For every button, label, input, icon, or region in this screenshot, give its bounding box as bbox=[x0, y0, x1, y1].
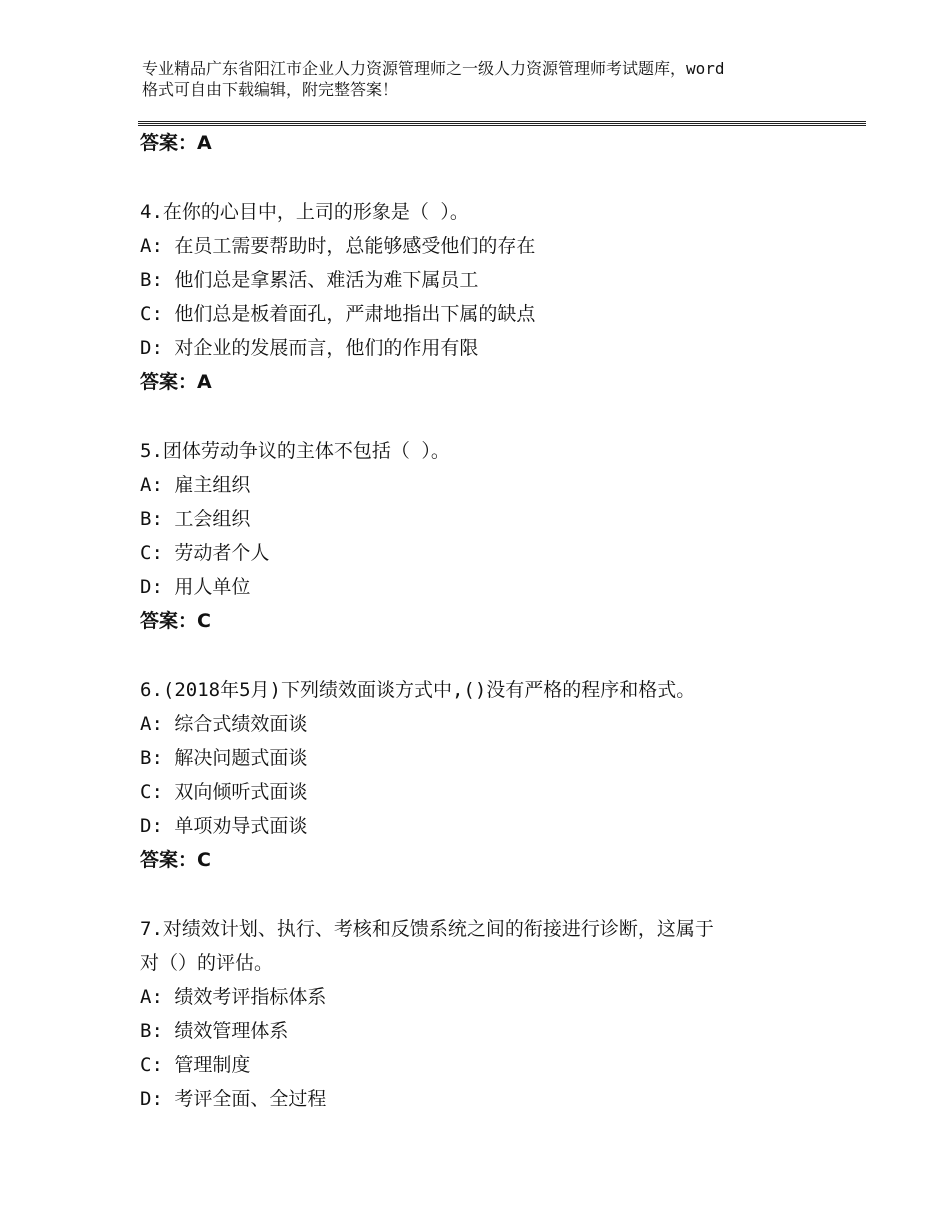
question-6-option-c: C: 双向倾听式面谈 bbox=[140, 781, 308, 803]
question-6-option-b: B: 解决问题式面谈 bbox=[140, 747, 308, 769]
question-4-option-c: C: 他们总是板着面孔，严肃地指出下属的缺点 bbox=[140, 303, 536, 325]
question-6-stem: 6.(2018年5月)下列绩效面谈方式中,()没有严格的程序和格式。 bbox=[140, 679, 696, 701]
question-5-option-a: A: 雇主组织 bbox=[140, 474, 251, 496]
question-7-option-a: A: 绩效考评指标体系 bbox=[140, 986, 327, 1008]
question-5-option-c: C: 劳动者个人 bbox=[140, 542, 270, 564]
question-5-option-b: B: 工会组织 bbox=[140, 508, 251, 530]
document-header bbox=[142, 58, 842, 100]
header-title-line-1: 专业精品广东省阳江市企业人力资源管理师之一级人力资源管理师考试题库，word bbox=[142, 59, 725, 78]
question-4-option-a: A: 在员工需要帮助时，总能够感受他们的存在 bbox=[140, 235, 536, 257]
question-7-option-b: B: 绩效管理体系 bbox=[140, 1020, 289, 1042]
question-4-answer: 答案：A bbox=[140, 371, 212, 393]
question-7-option-d: D: 考评全面、全过程 bbox=[140, 1088, 327, 1110]
header-divider bbox=[138, 121, 866, 124]
question-4-option-d: D: 对企业的发展而言，他们的作用有限 bbox=[140, 337, 479, 359]
question-6-option-d: D: 单项劝导式面谈 bbox=[140, 815, 308, 837]
question-5-stem: 5.团体劳动争议的主体不包括（ ）。 bbox=[140, 440, 450, 462]
question-7-stem-line-2: 对（）的评估。 bbox=[140, 952, 274, 974]
question-5-answer: 答案：C bbox=[140, 610, 211, 632]
header-title-line-2: 格式可自由下载编辑，附完整答案！ bbox=[142, 80, 399, 99]
header-divider-secondary bbox=[138, 125, 866, 126]
question-7-option-c: C: 管理制度 bbox=[140, 1054, 251, 1076]
previous-answer: 答案：A bbox=[140, 132, 212, 154]
question-6-answer: 答案：C bbox=[140, 849, 211, 871]
question-6-option-a: A: 综合式绩效面谈 bbox=[140, 713, 308, 735]
question-7-stem-line-1: 7.对绩效计划、执行、考核和反馈系统之间的衔接进行诊断，这属于 bbox=[140, 918, 714, 940]
question-5-option-d: D: 用人单位 bbox=[140, 576, 251, 598]
question-4-option-b: B: 他们总是拿累活、难活为难下属员工 bbox=[140, 269, 479, 291]
question-4-stem: 4.在你的心目中，上司的形象是（ ）。 bbox=[140, 201, 469, 223]
